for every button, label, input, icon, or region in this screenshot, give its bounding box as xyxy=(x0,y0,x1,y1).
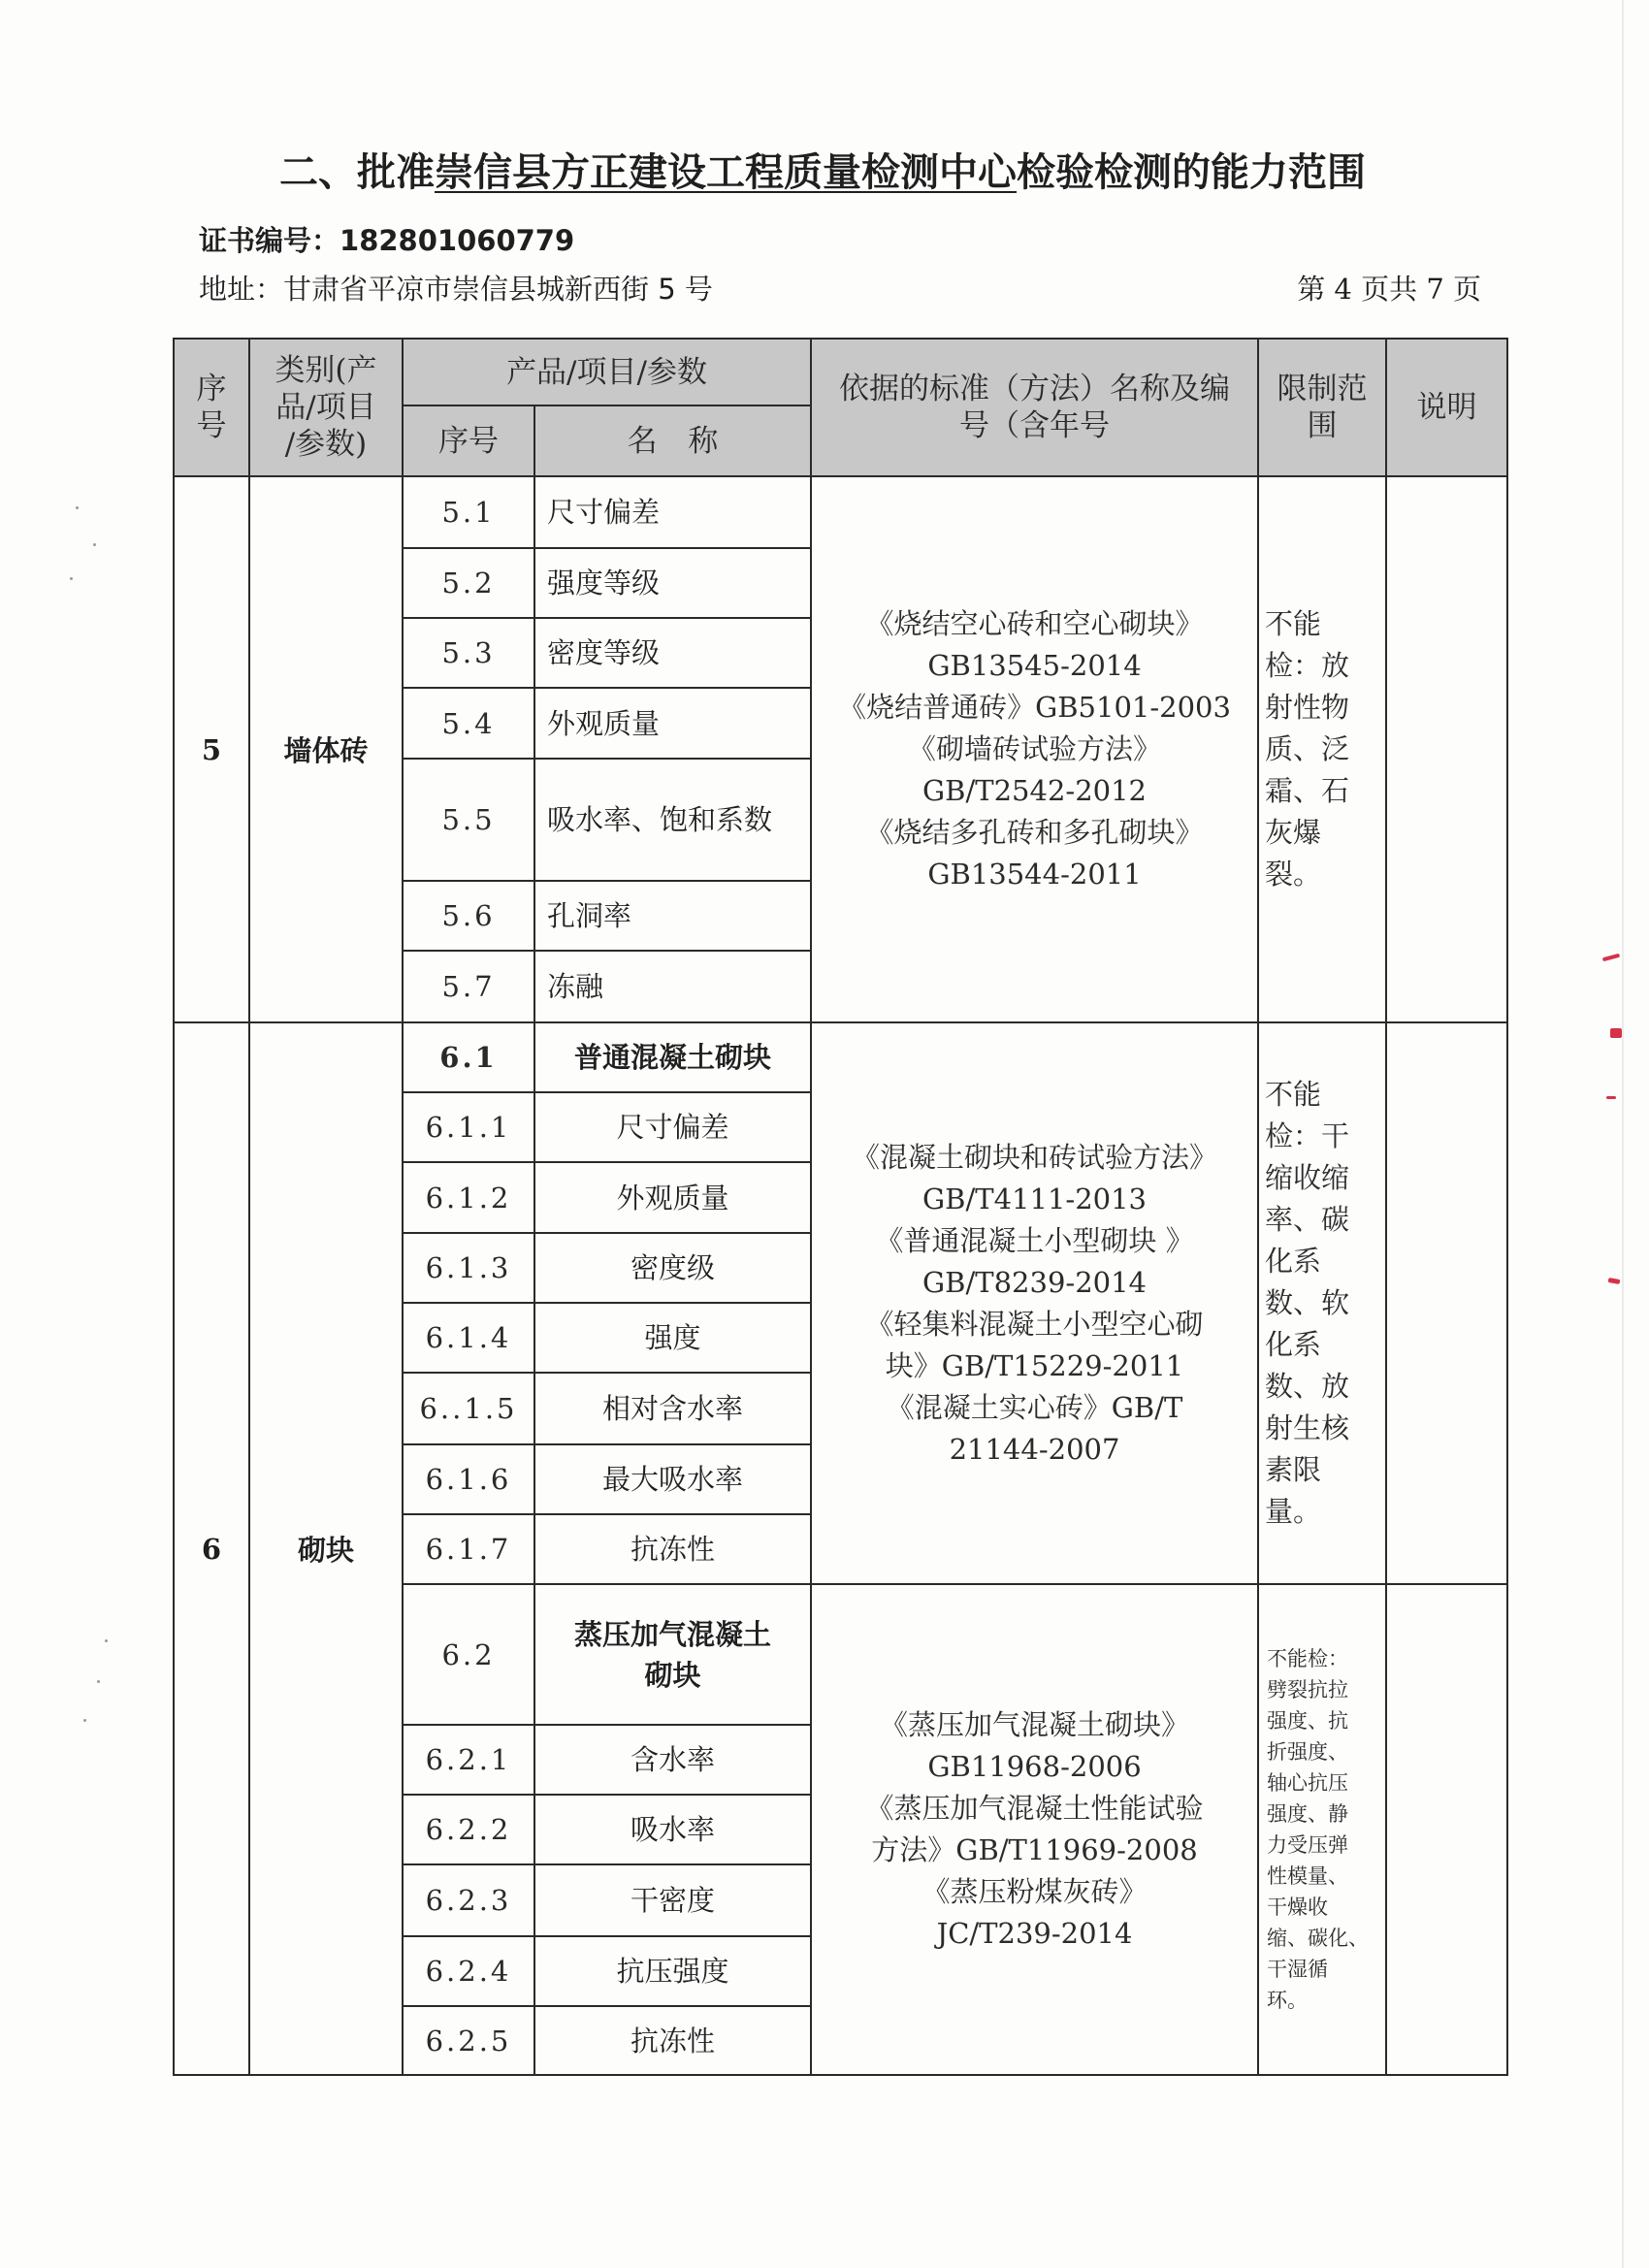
title-suffix: 检验检测的能力范围 xyxy=(1017,149,1366,195)
item-no: 5.4 xyxy=(403,688,534,759)
section-category: 砌块 xyxy=(249,1022,403,2075)
item-no: 6.2 xyxy=(403,1584,534,1725)
section-seq: 6 xyxy=(174,1022,249,2075)
limit-cell: 不能 检：放 射性物 质、泛 霜、石 灰爆 裂。 xyxy=(1258,476,1386,1022)
item-name: 冻融 xyxy=(534,951,811,1022)
item-name: 强度等级 xyxy=(534,548,811,618)
item-name: 密度级 xyxy=(534,1233,811,1303)
address: 地址：甘肃省平凉市崇信县城新西街 5 号 xyxy=(199,273,713,306)
scan-artifact-speck xyxy=(105,1639,108,1642)
item-no: 5.3 xyxy=(403,618,534,688)
header-category: 类别(产 品/项目 /参数) xyxy=(249,339,403,476)
page-number: 第 4 页共 7 页 xyxy=(1297,273,1481,306)
item-name: 抗冻性 xyxy=(534,2006,811,2075)
item-name: 密度等级 xyxy=(534,618,811,688)
scan-artifact-mark xyxy=(1602,954,1620,962)
item-name: 普通混凝土砌块 xyxy=(534,1022,811,1092)
item-name: 强度 xyxy=(534,1303,811,1373)
item-no: 5.7 xyxy=(403,951,534,1022)
header-item-no: 序号 xyxy=(403,405,534,476)
item-no: 5.2 xyxy=(403,548,534,618)
item-no: 6.1.7 xyxy=(403,1514,534,1584)
item-name: 抗压强度 xyxy=(534,1936,811,2006)
note-cell xyxy=(1386,1022,1507,1584)
item-no: 6.1.6 xyxy=(403,1444,534,1514)
section-seq: 5 xyxy=(174,476,249,1022)
scan-artifact-line xyxy=(1622,0,1624,2268)
item-name: 蒸压加气混凝土 砌块 xyxy=(534,1584,811,1725)
note-cell xyxy=(1386,476,1507,1022)
header-standard: 依据的标准（方法）名称及编 号（含年号 xyxy=(811,339,1258,476)
item-name: 含水率 xyxy=(534,1725,811,1795)
item-no: 6.2.5 xyxy=(403,2006,534,2075)
item-name: 抗冻性 xyxy=(534,1514,811,1584)
scan-artifact-speck xyxy=(93,543,96,546)
item-name: 吸水率、饱和系数 xyxy=(534,759,811,881)
item-name: 外观质量 xyxy=(534,688,811,759)
header-row xyxy=(174,339,1507,405)
item-no: 6.2.3 xyxy=(403,1864,534,1936)
item-no: 5.1 xyxy=(403,476,534,548)
scan-artifact-mark xyxy=(1610,1028,1622,1038)
standard-cell: 《烧结空心砖和空心砌块》 GB13545-2014 《烧结普通砖》GB5101-2003 《砌墙砖试验方法》 GB/T2542-2012 《烧结多孔砖和多孔砌块》 GB13544-2011 xyxy=(811,476,1258,1022)
item-no: 5.5 xyxy=(403,759,534,881)
item-no: 6.1.2 xyxy=(403,1162,534,1233)
item-name: 吸水率 xyxy=(534,1795,811,1864)
item-no: 5.6 xyxy=(403,881,534,951)
header-limit: 限制范 围 xyxy=(1258,339,1386,476)
table-row xyxy=(174,476,1507,548)
limit-cell: 不能 检：干 缩收缩 率、碳 化系 数、软 化系 数、放 射生核 素限 量。 xyxy=(1258,1022,1386,1584)
item-no: 6..1.5 xyxy=(403,1373,534,1444)
item-no: 6.1.1 xyxy=(403,1092,534,1162)
scan-artifact-speck xyxy=(70,577,73,580)
item-name: 干密度 xyxy=(534,1864,811,1936)
item-name: 相对含水率 xyxy=(534,1373,811,1444)
scan-artifact-speck xyxy=(97,1680,100,1683)
header-product-group: 产品/项目/参数 xyxy=(403,339,811,405)
limit-cell: 不能检： 劈裂抗拉 强度、抗 折强度、 轴心抗压 强度、静 力受压弹 性模量、 干燥收 缩、碳化、 干湿循 环。 xyxy=(1258,1584,1386,2075)
item-no: 6.2.1 xyxy=(403,1725,534,1795)
item-name: 孔洞率 xyxy=(534,881,811,951)
header-item-name: 名 称 xyxy=(534,405,811,476)
scan-artifact-mark xyxy=(1608,1278,1621,1284)
page-title xyxy=(279,142,1443,197)
capability-scope-table xyxy=(173,338,1508,2076)
item-name: 尺寸偏差 xyxy=(534,476,811,548)
section-category: 墙体砖 xyxy=(249,476,403,1022)
scan-artifact-speck xyxy=(83,1719,86,1722)
title-prefix: 二、批准 xyxy=(279,149,435,195)
item-no: 6.1.3 xyxy=(403,1233,534,1303)
title-organization: 崇信县方正建设工程质量检测中心 xyxy=(435,149,1017,195)
header-note: 说明 xyxy=(1386,339,1507,476)
scan-artifact-mark xyxy=(1606,1096,1616,1099)
table-row xyxy=(174,1022,1507,1092)
item-name: 最大吸水率 xyxy=(534,1444,811,1514)
header-seq: 序 号 xyxy=(174,339,249,476)
standard-cell: 《混凝土砌块和砖试验方法》 GB/T4111-2013 《普通混凝土小型砌块 》 GB/T8239-2014 《轻集料混凝土小型空心砌 块》GB/T15229-2011 《混凝土实心砖》GB/T 21144-2007 xyxy=(811,1022,1258,1584)
standard-cell: 《蒸压加气混凝土砌块》 GB11968-2006 《蒸压加气混凝土性能试验 方法》GB/T11969-2008 《蒸压粉煤灰砖》 JC/T239-2014 xyxy=(811,1584,1258,2075)
item-no: 6.2.4 xyxy=(403,1936,534,2006)
item-no: 6.1.4 xyxy=(403,1303,534,1373)
certificate-line xyxy=(199,219,574,259)
item-no: 6.2.2 xyxy=(403,1795,534,1864)
item-no: 6.1 xyxy=(403,1022,534,1092)
note-cell xyxy=(1386,1584,1507,2075)
scan-artifact-speck xyxy=(76,506,79,509)
certificate-label: 证书编号： xyxy=(199,224,340,257)
item-name: 外观质量 xyxy=(534,1162,811,1233)
item-name: 尺寸偏差 xyxy=(534,1092,811,1162)
certificate-number: 182801060779 xyxy=(340,224,575,257)
